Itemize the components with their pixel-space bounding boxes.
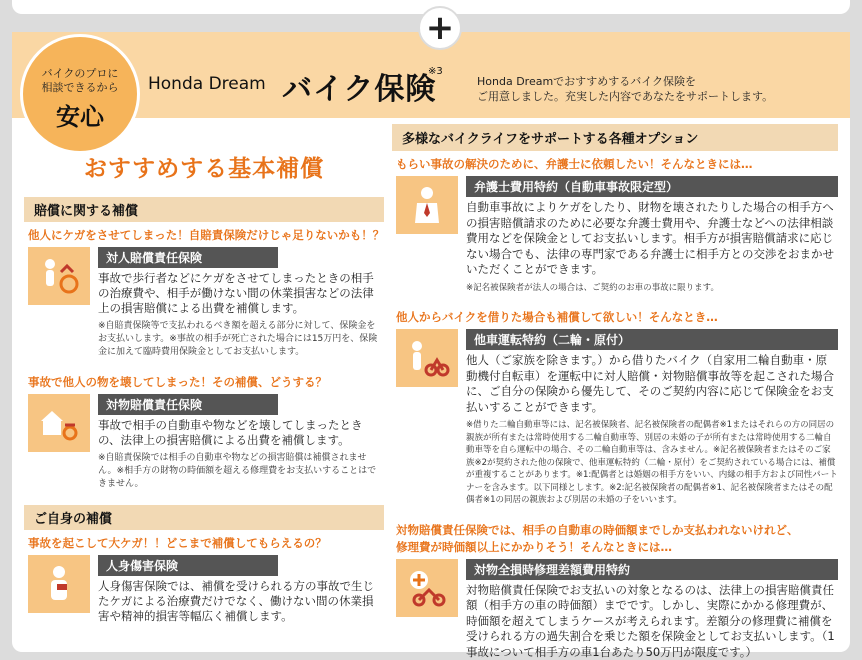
property-liability-note: ※自賠責保険では相手の自動車や物などの損害賠償は補償されません。※相手方の財物の時価額を超える修理費をお支払いすることはできません。 — [98, 452, 384, 491]
options-section-bar: 多様なバイクライフをサポートする各種オプション — [392, 124, 838, 151]
other-vehicle-note: ※借りた二輪自動車等には、記名被保険者、記名被保険者の配偶者※1またはそれらの方の同居の親族が所有または常時使用する二輪自動車等、別居の未婚の子が所有または常時使用する二輪自動車等を自ら運転中の場合、その二輪自動車等は、含みません。※記名被保険者またはそのご家族※2が契約された他の保険で、他車運転特約（二輪・原付）をご契約されている場合には、補償が重複することがあります。※1:配偶者とは婚姻の相手方をいい、内縁の相手方および同性パートナーを含みます。以下同様とします。※2:記名被保険者の配偶者※1、記名被保険者またはその配偶者※1の同居の親族および別居の未婚の子をいいます。 — [466, 419, 838, 507]
header-desc-line2: ご用意しました。充実した内容であなたをサポートします。 — [477, 89, 837, 104]
lawyer-icon — [396, 176, 458, 234]
bodily-liability-note: ※自賠責保険等で支払われるべき額を超える部分に対して、保険金をお支払いします。※事故の相手が死亡された場合には15万円を、保険金に加えて臨時費用保険金としてお支払いします。 — [98, 320, 384, 359]
repair-diff-item — [396, 559, 838, 660]
page-title: バイク保険 — [282, 64, 436, 108]
repair-question-line1: 対物賠償責任保険では、相手の自動車の時価額までしか支払われないけれど、 — [396, 522, 838, 538]
badge-big-text: 安心 — [23, 97, 137, 132]
bodily-liability-text: 事故で歩行者などにケガをさせてしまったときの相手の治療費や、相手が働けない間の休業損害などの法律上の損害賠償による出費を補償します。 — [98, 271, 384, 316]
plus-icon: + — [418, 6, 462, 50]
options-column — [392, 124, 838, 660]
liability-question-1: 他人にケガをさせてしまった！自賠責保険だけじゃ足りないかも！？ — [28, 227, 384, 243]
property-liability-title: 対物賠償責任保険 — [98, 394, 278, 415]
insurance-card — [12, 32, 850, 652]
personal-injury-icon — [28, 555, 90, 613]
other-vehicle-text: 他人（ご家族を除きます。）から借りたバイク（自家用二輪自動車・原動機付自転車）を運転中に対人賠償・対物賠償事故等を起こされた場合に、ご自分の保険から優先して、そのご契約内容に応じて保険金をお支払いすることができます。 — [466, 353, 838, 415]
title-footnote-mark: ※3 — [428, 66, 443, 77]
header-desc-line1: Honda Dreamでおすすめするバイク保険を — [477, 74, 837, 89]
property-liability-item — [28, 394, 384, 491]
header-description — [477, 74, 837, 104]
personal-injury-title: 人身傷害保険 — [98, 555, 278, 576]
repair-diff-text: 対物賠償責任保険でお支払いの対象となるのは、法律上の損害賠償責任額（相手方の車の時価額）までです。しかし、実際にかかる修理費が、時価額を超えてしまうケースが考えられます。差額分の修理費に補償を受けられる方の過失割合を乗じた額を保険金としてお支払いします。（1事故について相手方の車1台あたり50万円が限度です。） — [466, 583, 838, 660]
injury-icon — [28, 247, 90, 305]
bodily-liability-item — [28, 247, 384, 359]
basic-coverage-column — [24, 136, 384, 624]
bodily-liability-title: 対人賠償責任保険 — [98, 247, 278, 268]
self-coverage-question: 事故を起こして大ケガ！！どこまで補償してもらえるの？ — [28, 535, 384, 551]
badge-line1: バイクのプロに — [23, 67, 137, 81]
self-coverage-section-bar: ご自身の補償 — [24, 505, 384, 530]
brand-name: Honda Dream — [148, 74, 266, 94]
repair-diff-title: 対物全損時修理差額費用特約 — [466, 559, 838, 580]
other-vehicle-title: 他車運転特約（二輪・原付） — [466, 329, 838, 350]
lawyer-fee-text: 自動車事故によりケガをしたり、財物を壊されたりした場合の相手方への損害賠償請求のために必要な弁護士費用や、弁護士などへの法律相談費用などを保険金としてお支払いします。相手方が損害賠償請求に応じない場合でも、法律の専門家である弁護士に相手方との交渉をおまかせいただくことができます。 — [466, 200, 838, 278]
repair-cost-icon — [396, 559, 458, 617]
repair-question-line2: 修理費が時価額以上にかかりそう！そんなときには… — [396, 539, 838, 555]
badge-line2: 相談できるから — [23, 81, 137, 95]
lawyer-fee-item — [396, 176, 838, 294]
basic-coverage-heading: おすすめする基本補償 — [24, 150, 384, 183]
lawyer-question: もらい事故の解決のために、弁護士に依頼したい！そんなときには… — [396, 156, 838, 172]
property-liability-text: 事故で相手の自動車や物などを壊してしまったときの、法律上の損害賠償による出費を補償します。 — [98, 418, 384, 448]
personal-injury-item — [28, 555, 384, 624]
borrowed-bike-question: 他人からバイクを借りた場合も補償して欲しい！そんなとき… — [396, 309, 838, 325]
lawyer-fee-note: ※記名被保険者が法人の場合は、ご契約のお車の事故に限ります。 — [466, 282, 838, 295]
liability-section-bar: 賠償に関する補償 — [24, 197, 384, 222]
other-vehicle-item — [396, 329, 838, 507]
property-damage-icon — [28, 394, 90, 452]
anshin-badge — [20, 34, 140, 154]
lawyer-fee-title: 弁護士費用特約（自動車事故限定型） — [466, 176, 838, 197]
liability-question-2: 事故で他人の物を壊してしまった！その補償、どうする？ — [28, 374, 384, 390]
personal-injury-text: 人身傷害保険では、補償を受けられる方の事故で生じたケガによる治療費だけでなく、働けない間の休業損害や精神的損害等幅広く補償します。 — [98, 579, 384, 624]
borrowed-bike-icon — [396, 329, 458, 387]
